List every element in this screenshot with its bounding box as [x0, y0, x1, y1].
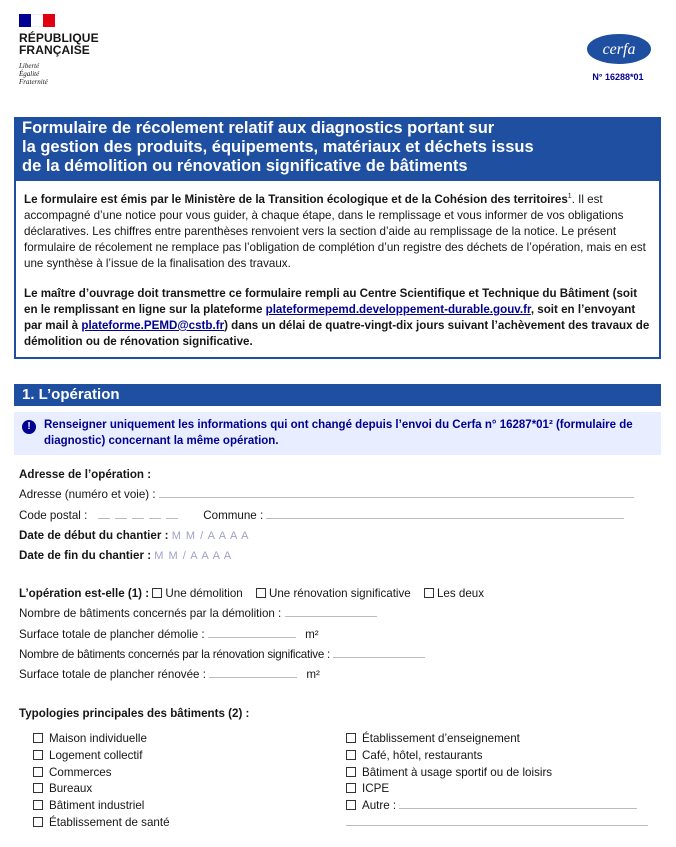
surface-renovee-label: Surface totale de plancher rénovée : — [19, 668, 206, 681]
other-typology-field[interactable] — [399, 808, 637, 809]
postal-code-label: Code postal : — [19, 509, 88, 522]
intro-paragraph-2 — [24, 286, 651, 350]
info-icon: ! — [22, 420, 36, 434]
title-line3: de la démolition ou rénovation significative de bâtiments — [22, 157, 468, 175]
end-date-label: Date de fin du chantier : — [19, 549, 152, 562]
nb-renovation-field[interactable] — [333, 657, 425, 658]
title-line2: la gestion des produits, équipements, matériaux et déchets issus — [22, 138, 534, 156]
typology-checkbox-other[interactable] — [346, 800, 356, 810]
nb-demolition-row — [19, 607, 377, 621]
footnote-ref-1: 1 — [567, 193, 572, 200]
typology-label: Café, hôtel, restaurants — [362, 748, 483, 762]
typology-checkbox[interactable] — [346, 733, 356, 743]
checkbox-renovation[interactable] — [256, 588, 266, 598]
typology-checkbox[interactable] — [346, 767, 356, 777]
commune-field[interactable] — [266, 518, 624, 519]
option-both-label: Les deux — [436, 587, 485, 600]
operation-type-row — [19, 587, 494, 601]
typology-checkbox[interactable] — [346, 783, 356, 793]
republic-motto — [19, 62, 48, 86]
typologies-heading — [19, 707, 249, 721]
address-label: Adresse (numéro et voie) : — [19, 488, 156, 501]
typology-item[interactable] — [346, 748, 648, 765]
surface-demolie-row — [19, 628, 319, 642]
rf-line2: FRANÇAISE — [19, 43, 90, 57]
intro-box — [14, 181, 661, 359]
typology-item[interactable] — [33, 731, 170, 748]
typology-item[interactable] — [33, 798, 170, 815]
option-both[interactable] — [424, 587, 484, 600]
typology-item[interactable] — [33, 765, 170, 782]
surface-demolie-field[interactable] — [208, 637, 296, 638]
surface-renovee-row — [19, 668, 320, 682]
republique-francaise-logo — [19, 32, 99, 56]
typology-label: Bureaux — [49, 782, 93, 796]
typologies-right-list — [346, 731, 648, 832]
typology-item[interactable] — [346, 765, 648, 782]
intro-deadline-text: ) dans un délai de quatre-vingt-dix jours suivant l’achèvement des travaux de démolition ou de rénovation significative. — [24, 318, 650, 348]
cerfa-number: N° 16288*01 — [592, 72, 644, 82]
surface-demolie-label: Surface totale de plancher démolie : — [19, 628, 205, 641]
commune-label: Commune : — [203, 509, 264, 522]
typology-item-other[interactable] — [346, 798, 648, 815]
option-renovation[interactable] — [256, 587, 411, 600]
postal-code-field[interactable] — [98, 509, 183, 522]
typology-checkbox[interactable] — [33, 750, 43, 760]
checkbox-demolition[interactable] — [152, 588, 162, 598]
nb-renovation-label: Nombre de bâtiments concernés par la rénovation significative : — [19, 648, 330, 661]
start-date-label: Date de début du chantier : — [19, 529, 169, 542]
typology-label: Bâtiment à usage sportif ou de loisirs — [362, 765, 553, 779]
option-demolition[interactable] — [152, 587, 242, 600]
french-flag-icon — [19, 14, 55, 27]
typology-checkbox[interactable] — [33, 783, 43, 793]
typology-label-other: Autre : — [362, 799, 397, 813]
form-title — [14, 117, 661, 181]
typology-checkbox[interactable] — [33, 767, 43, 777]
motto-fraternite: Fraternité — [19, 78, 48, 86]
unit-m2: m² — [306, 668, 320, 681]
nb-renovation-row — [19, 648, 425, 662]
typology-label: Établissement d’enseignement — [362, 732, 520, 745]
cerfa-logo-text: cerfa — [602, 41, 636, 58]
postal-row — [19, 509, 624, 523]
typology-item[interactable] — [346, 781, 648, 798]
unit-m2: m² — [305, 628, 319, 641]
typologies-left-list — [33, 731, 170, 832]
info-notice — [14, 412, 661, 455]
info-text: Renseigner uniquement les informations qui ont changé depuis l’envoi du Cerfa n° 16287*01² (formulaire de diagnostic) concernant la même opération. — [44, 419, 633, 447]
option-demolition-label: Une démolition — [165, 587, 243, 600]
email-link[interactable]: plateforme.PEMD@cstb.fr — [81, 318, 225, 332]
start-date-row — [19, 529, 250, 543]
option-renovation-label: Une rénovation significative — [268, 587, 411, 600]
section-title-operation: 1. L’opération — [14, 384, 661, 406]
motto-liberte: Liberté — [19, 62, 40, 70]
intro-issuer: Le formulaire est émis par le Ministère de la Transition écologique et de la Cohésion des territoires — [24, 192, 568, 206]
surface-renovee-field[interactable] — [209, 677, 297, 678]
typology-label: Commerces — [49, 765, 112, 779]
end-date-field[interactable]: M M / A A A A — [154, 550, 233, 562]
typology-item[interactable] — [346, 731, 648, 748]
address-row — [19, 488, 634, 502]
intro-paragraph-1 — [24, 189, 651, 272]
start-date-field[interactable]: M M / A A A A — [171, 530, 250, 542]
operation-type-label: L’opération est-elle (1) : — [19, 587, 150, 600]
rf-line1: RÉPUBLIQUE — [19, 31, 99, 45]
checkbox-both[interactable] — [424, 588, 434, 598]
other-typology-line-2[interactable] — [346, 815, 648, 832]
platform-link[interactable]: plateformepemd.developpement-durable.gouv.fr — [265, 302, 531, 316]
typology-item[interactable] — [33, 781, 170, 798]
nb-demolition-field[interactable] — [285, 616, 377, 617]
typologies-heading-label: Typologies principales des bâtiments (2) : — [19, 707, 250, 720]
cerfa-logo-icon — [586, 33, 652, 65]
end-date-row — [19, 549, 232, 563]
typology-label: Établissement de santé — [49, 815, 170, 829]
intro-description: . Il est accompagné d’une notice pour vous guider, à chaque étape, dans le remplissage et vous informer de vos obligations déclaratives. Les chiffres entre parenthèses renvoient vers la section d’aide au remplissage de la notice. Le présent formulaire de récolement ne remplace pas l’obligation de complétion d’un registre des déchets de l’opération, mais en est une synthèse à l’issue de la finalisation des travaux. — [24, 192, 646, 270]
address-heading — [19, 468, 151, 482]
typology-item[interactable] — [33, 815, 170, 832]
intro-transmit-text: Le maître d’ouvrage doit transmettre ce formulaire rempli au Centre Scientifique et Technique du Bâtiment (soit en le remplissant en ligne sur la plateforme — [24, 286, 638, 316]
title-line1: Formulaire de récolement relatif aux diagnostics portant sur — [22, 119, 495, 137]
intro-mail-text: , soit en l’envoyant par mail à — [24, 302, 636, 332]
motto-egalite: Égalité — [19, 70, 40, 78]
typology-label: Bâtiment industriel — [49, 799, 145, 813]
address-field[interactable] — [159, 497, 634, 498]
address-heading-label: Adresse de l’opération : — [19, 468, 152, 481]
typology-checkbox[interactable] — [33, 800, 43, 810]
typology-item[interactable] — [33, 748, 170, 765]
typology-checkbox[interactable] — [33, 733, 43, 743]
typology-label: ICPE — [362, 782, 390, 796]
typology-checkbox[interactable] — [33, 817, 43, 827]
nb-demolition-label: Nombre de bâtiments concernés par la démolition : — [19, 607, 282, 620]
typology-checkbox[interactable] — [346, 750, 356, 760]
typology-label: Maison individuelle — [49, 732, 147, 745]
typology-label: Logement collectif — [49, 748, 143, 762]
